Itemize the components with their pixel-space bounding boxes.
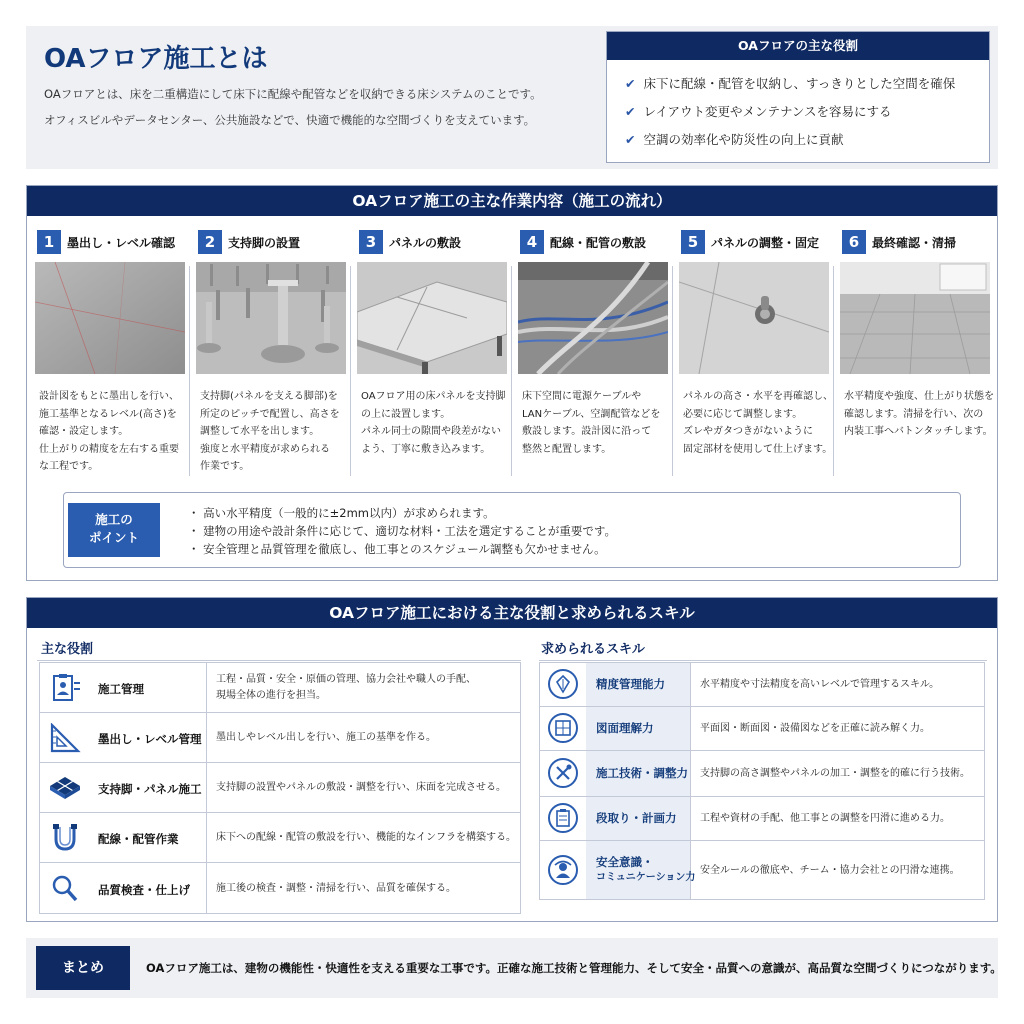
skill-description: 水平精度や寸法精度を高いレベルで管理するスキル。	[700, 679, 940, 690]
step-description: 床下空間に電源ケーブルや LANケーブル、空調配管などを 敷設します。設計図に沿って 整然と配置します。	[522, 391, 661, 455]
clipboard-person-icon	[48, 673, 82, 703]
floor-panel-image	[357, 262, 507, 374]
step-title: パネルの調整・固定	[711, 236, 820, 250]
skill-description: 平面図・断面図・設備図などを正確に読み解く力。	[700, 723, 930, 734]
step-title: 最終確認・清掃	[872, 236, 957, 250]
step-title: 配線・配管の敷設	[550, 236, 647, 250]
main-roles-box	[606, 31, 990, 163]
table-row	[40, 663, 520, 713]
step-description: 支持脚(パネルを支える脚部)を 所定のピッチで配置し、高さを 調整して水平を出します。 強度と水平精度が求められる 作業です。	[200, 391, 340, 472]
role-item: ✔ 空調の効率化や防災性の向上に貢献	[625, 132, 844, 147]
step-number: 6	[842, 230, 866, 254]
role-label: 墨出し・レベル管理	[98, 732, 202, 746]
table-row	[40, 713, 520, 763]
step-description: パネルの高さ・水平を再確認し、 必要に応じて調整します。 ズレやガタつきがないように 固定部材を使用して仕上げます。	[683, 391, 833, 455]
cable-icon	[48, 823, 82, 853]
role-label: 支持脚・パネル施工	[98, 782, 202, 796]
role-description: 支持脚の設置やパネルの敷設・調整を行い、床面を完成させる。	[216, 782, 506, 793]
points-label: 施工の ポイント	[68, 503, 160, 557]
roles-table	[39, 662, 521, 914]
step-2	[188, 226, 340, 474]
table-row	[40, 863, 520, 915]
check-icon: ✔	[625, 132, 636, 147]
divider	[539, 660, 987, 661]
table-row	[540, 663, 984, 707]
step-description: OAフロア用の床パネルを支持脚 の上に設置します。 パネル同士の隙間や段差がない よう、丁寧に敷き込みます。	[361, 391, 506, 455]
construction-points-box	[63, 492, 961, 568]
skill-label: 図面理解力	[596, 721, 654, 735]
skill-description: 安全ルールの徹底や、チーム・協力会社との円滑な連携。	[700, 865, 960, 876]
blueprint-icon	[548, 713, 578, 743]
page-title: OAフロア施工とは	[44, 44, 268, 74]
role-label: 施工管理	[98, 682, 144, 696]
step-number: 2	[198, 230, 222, 254]
skill-description: 支持脚の高さ調整やパネルの加工・調整を的確に行う技術。	[700, 768, 970, 779]
role-item: ✔ 床下に配線・配管を収納し、すっきりとした空間を確保	[625, 76, 956, 91]
skill-label: 施工技術・調整力	[596, 766, 688, 780]
role-item: ✔ レイアウト変更やメンテナンスを容易にする	[625, 104, 892, 119]
step-number: 5	[681, 230, 705, 254]
summary-text: OAフロア施工は、建物の機能性・快適性を支える重要な工事です。正確な施工技術と管理能力、そして安全・品質への意識が、高品質な空間づくりにつながります。	[146, 961, 1002, 975]
step-description: 水平精度や強度、仕上がり状態を 確認します。清掃を行い、次の 内装工事へバトンタッチします。	[844, 391, 994, 437]
check-icon: ✔	[625, 104, 636, 119]
skill-label: 精度管理能力	[596, 677, 665, 691]
summary-label: まとめ	[36, 946, 130, 990]
step-3	[349, 226, 506, 474]
step-description: 設計図をもとに墨出しを行い、 施工基準となるレベル(高さ)を 確認・設定します。 仕上がりの精度を左右する重要 な工程です。	[39, 391, 179, 472]
step-number: 1	[37, 230, 61, 254]
table-row	[540, 751, 984, 797]
role-description: 墨出しやレベル出しを行い、施工の基準を作る。	[216, 732, 436, 743]
divider	[37, 660, 521, 661]
skill-label: 段取り・計画力	[596, 811, 677, 825]
planning-icon	[548, 803, 578, 833]
roles-skills-section	[26, 597, 998, 922]
process-section-title: OAフロア施工の主な作業内容（施工の流れ）	[27, 186, 997, 216]
finished-floor-image	[840, 262, 990, 374]
step-4	[510, 226, 662, 474]
table-row	[40, 813, 520, 863]
marking-floor-image	[35, 262, 185, 374]
step-1	[27, 226, 179, 474]
set-square-icon	[48, 723, 82, 753]
roles-skills-title: OAフロア施工における主な役割と求められるスキル	[27, 598, 997, 628]
skill-description: 工程や資材の手配、他工事との調整を円滑に進める力。	[700, 813, 950, 824]
step-title: パネルの敷設	[389, 236, 462, 250]
table-row	[40, 763, 520, 813]
main-roles-title: OAフロアの主な役割	[607, 32, 989, 60]
skill-label: 安全意識・ コミュニケーション力	[596, 855, 696, 883]
step-title: 支持脚の設置	[228, 236, 301, 250]
role-description: 工程・品質・安全・原価の管理、協力会社や職人の手配、 現場全体の進行を担当。	[216, 674, 476, 701]
role-label: 品質検査・仕上げ	[98, 883, 190, 897]
step-title: 墨出し・レベル確認	[67, 236, 176, 250]
table-row	[540, 841, 984, 901]
role-description: 床下への配線・配管の敷設を行い、機能的なインフラを構築する。	[216, 832, 516, 843]
skills-subtitle: 求められるスキル	[541, 642, 645, 657]
skills-table	[539, 662, 985, 900]
precision-icon	[548, 669, 578, 699]
point-item: ・ 安全管理と品質管理を徹底し、他工事とのスケジュール調整も欠かせません。	[188, 542, 606, 556]
step-6	[832, 226, 994, 474]
point-item: ・ 建物の用途や設計条件に応じて、適切な材料・工法を選定することが重要です。	[188, 524, 617, 538]
check-icon: ✔	[625, 76, 636, 91]
process-section	[26, 185, 998, 581]
support-pedestals-image	[196, 262, 346, 374]
cables-underfloor-image	[518, 262, 668, 374]
roles-subtitle: 主な役割	[41, 642, 94, 657]
intro-text-2: オフィスビルやデータセンター、公共施設などで、快適で機能的な空間づくりを支えています。	[44, 113, 536, 127]
role-label: 配線・配管作業	[98, 832, 179, 846]
tools-icon	[548, 758, 578, 788]
role-description: 施工後の検査・調整・清掃を行い、品質を確保する。	[216, 883, 456, 894]
table-row	[540, 707, 984, 751]
magnifier-icon	[48, 873, 82, 903]
panel-adjust-image	[679, 262, 829, 374]
intro-text-1: OAフロアとは、床を二重構造にして床下に配線や配管などを収納できる床システムのことです。	[44, 87, 542, 101]
summary-panel	[26, 938, 1002, 998]
step-5	[671, 226, 833, 474]
step-number: 3	[359, 230, 383, 254]
table-row	[540, 797, 984, 841]
point-item: ・ 高い水平精度（一般的に±2mm以内）が求められます。	[188, 506, 495, 520]
safety-communication-icon	[548, 855, 578, 885]
step-number: 4	[520, 230, 544, 254]
floor-panel-icon	[48, 773, 82, 803]
